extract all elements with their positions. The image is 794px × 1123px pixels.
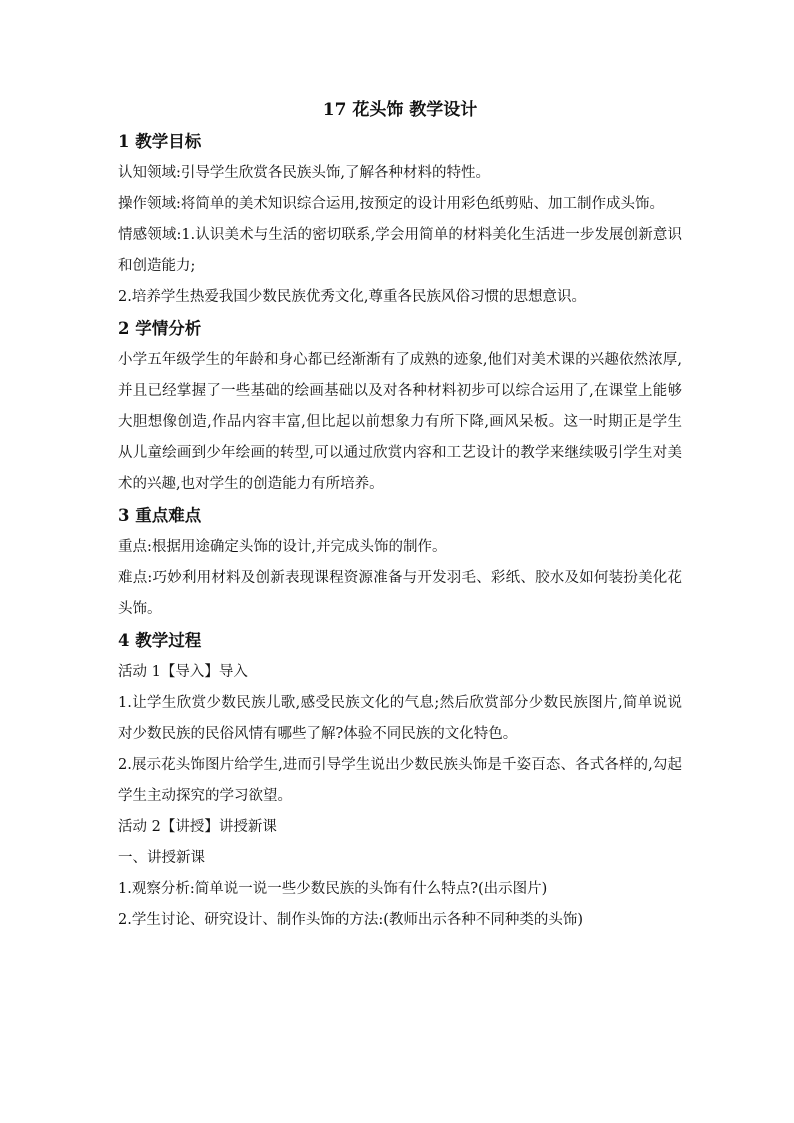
paragraph: 活动 1【导入】导入	[118, 664, 248, 680]
section-heading: 2 学情分析	[118, 319, 202, 338]
paragraph: 一、讲授新课	[118, 850, 205, 866]
paragraph: 认知领域:引导学生欣赏各民族头饰,了解各种材料的特性。	[118, 165, 490, 181]
paragraph: 小学五年级学生的年龄和身心都已经渐渐有了成熟的迹象,他们对美术课的兴趣依然浓厚,并且已经掌握了一些基础的绘画基础以及对各种材料初步可以综合运用了,在课堂上能够大胆想像创造,作品内容丰富,但比起以前想象力有所下降,画风呆板。这一时期正是学生从儿童绘画到少年绘画的转型,可以通过欣赏内容和工艺设计的教学来继续吸引学生对美术的兴趣,也对学生的创造能力有所培养。	[118, 352, 682, 492]
section-key-points	[118, 502, 682, 625]
paragraph: 1.让学生欣赏少数民族儿歌,感受民族文化的气息;然后欣赏部分少数民族图片,简单说说对少数民族的民俗风情有哪些了解?体验不同民族的文化特色。	[118, 695, 682, 742]
section-heading: 1 教学目标	[118, 132, 202, 151]
paragraph: 难点:巧妙利用材料及创新表现课程资源准备与开发羽毛、彩纸、胶水及如何装扮美化花头饰。	[118, 570, 682, 617]
section-student-analysis	[118, 315, 682, 500]
document-page	[118, 96, 682, 936]
section-heading: 4 教学过程	[118, 631, 202, 650]
paragraph: 重点:根据用途确定头饰的设计,并完成头饰的制作。	[118, 539, 447, 555]
paragraph: 2.展示花头饰图片给学生,进而引导学生说出少数民族头饰是千姿百态、各式各样的,勾起学生主动探究的学习欲望。	[118, 757, 682, 804]
paragraph: 活动 2【讲授】讲授新课	[118, 819, 277, 835]
section-heading: 3 重点难点	[118, 506, 202, 525]
paragraph: 操作领域:将简单的美术知识综合运用,按预定的设计用彩色纸剪贴、加工制作成头饰。	[118, 196, 664, 212]
paragraph: 2.培养学生热爱我国少数民族优秀文化,尊重各民族风俗习惯的思想意识。	[118, 289, 586, 305]
section-teaching-process	[118, 627, 682, 936]
document-title: 17 花头饰 教学设计	[322, 100, 478, 120]
paragraph: 1.观察分析:简单说一说一些少数民族的头饰有什么特点?(出示图片)	[118, 881, 548, 897]
section-objectives	[118, 128, 682, 313]
paragraph: 2.学生讨论、研究设计、制作头饰的方法:(教师出示各种不同种类的头饰)	[118, 912, 584, 928]
paragraph: 情感领域:1.认识美术与生活的密切联系,学会用简单的材料美化生活进一步发展创新意识和创造能力;	[118, 227, 682, 274]
